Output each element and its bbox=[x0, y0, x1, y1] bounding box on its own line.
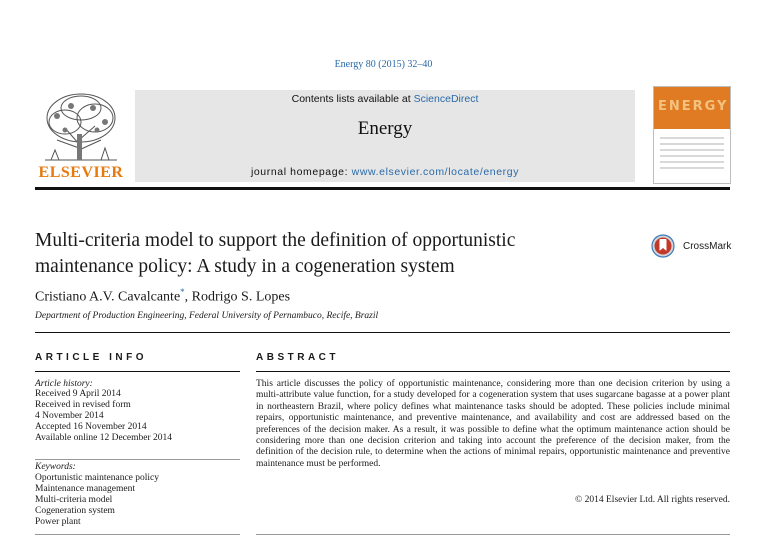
author-separator: , bbox=[184, 289, 192, 305]
homepage-prefix: journal homepage: bbox=[250, 166, 352, 178]
contents-lists-line bbox=[135, 93, 635, 105]
article-info-rule bbox=[35, 371, 240, 372]
citation-link[interactable]: Energy 80 (2015) 32–40 bbox=[334, 59, 433, 70]
header-rule bbox=[35, 187, 730, 190]
copyright-notice: © 2014 Elsevier Ltd. All rights reserved. bbox=[575, 495, 730, 505]
history-item: Accepted 16 November 2014 bbox=[35, 422, 147, 432]
journal-banner bbox=[135, 90, 635, 182]
history-item: Received 9 April 2014 bbox=[35, 389, 121, 399]
history-label: Article history: bbox=[35, 379, 93, 389]
keyword-item: Power plant bbox=[35, 517, 81, 527]
author-2[interactable]: Rodrigo S. Lopes bbox=[191, 289, 291, 305]
history-item: Available online 12 December 2014 bbox=[35, 433, 172, 443]
contents-prefix: Contents lists available at bbox=[291, 93, 414, 105]
author-1[interactable]: Cristiano A.V. Cavalcante bbox=[35, 289, 181, 305]
abstract-heading: ABSTRACT bbox=[256, 352, 339, 363]
cover-title: ENERGY bbox=[658, 99, 729, 114]
keyword-item: Multi-criteria model bbox=[35, 495, 113, 505]
history-rule bbox=[35, 459, 240, 460]
abstract-bottom-rule bbox=[256, 534, 730, 535]
title-rule bbox=[35, 332, 730, 333]
keyword-item: Maintenance management bbox=[35, 484, 135, 494]
title-line-2: maintenance policy: A study in a cogeneration system bbox=[35, 256, 455, 277]
corresponding-author-mark[interactable]: * bbox=[180, 287, 185, 297]
journal-citation[interactable] bbox=[0, 59, 767, 70]
crossmark-label[interactable]: CrossMark bbox=[683, 241, 732, 252]
cover-text-lines bbox=[660, 137, 724, 173]
journal-cover-thumbnail[interactable] bbox=[653, 86, 731, 184]
journal-name: Energy bbox=[357, 118, 413, 139]
author-list bbox=[35, 287, 290, 306]
journal-homepage-line bbox=[135, 166, 635, 178]
abstract-rule bbox=[256, 371, 730, 372]
affiliation: Department of Production Engineering, Federal University of Pernambuco, Recife, Brazil bbox=[35, 311, 379, 321]
keywords-label: Keywords: bbox=[35, 462, 76, 472]
keywords-rule bbox=[35, 534, 240, 535]
elsevier-wordmark[interactable]: ELSEVIER bbox=[38, 164, 124, 181]
history-item: Received in revised form bbox=[35, 400, 131, 410]
abstract-text: This article discusses the policy of opportunistic maintenance, considering more than one decision criterion by using a multi-attribute value function, for a study developed for a cogeneration system that uses sugarcane bagasse at a power plant in northeastern Brazil, where policy defines what maintenance tasks should be adopted. These policies include minimal repairs, opportunistic maintenance, and preventive maintenance, and availability and cost are addressed based on the preferences of the decision maker. As a result, it was possible to define what the optimum maintenance action should be considering more than one decision criterion and taking into account the preference of the decision maker, from the definition of the decision rule, to determine when the actions of minimal repairs, opportunistic maintenance and preventive maintenance must be performed. bbox=[256, 379, 730, 469]
homepage-link[interactable]: www.elsevier.com/locate/energy bbox=[351, 166, 520, 178]
history-item: 4 November 2014 bbox=[35, 411, 104, 421]
title-line-1: Multi-criteria model to support the definition of opportunistic bbox=[35, 230, 516, 251]
keyword-item: Oportunistic maintenance policy bbox=[35, 473, 159, 483]
keywords-list bbox=[35, 473, 159, 528]
history-list bbox=[35, 389, 172, 444]
article-title bbox=[35, 228, 595, 280]
article-info-heading: ARTICLE INFO bbox=[35, 352, 147, 363]
crossmark-icon[interactable] bbox=[651, 234, 675, 258]
sciencedirect-link[interactable]: ScienceDirect bbox=[413, 93, 479, 105]
keyword-item: Cogeneration system bbox=[35, 506, 115, 516]
